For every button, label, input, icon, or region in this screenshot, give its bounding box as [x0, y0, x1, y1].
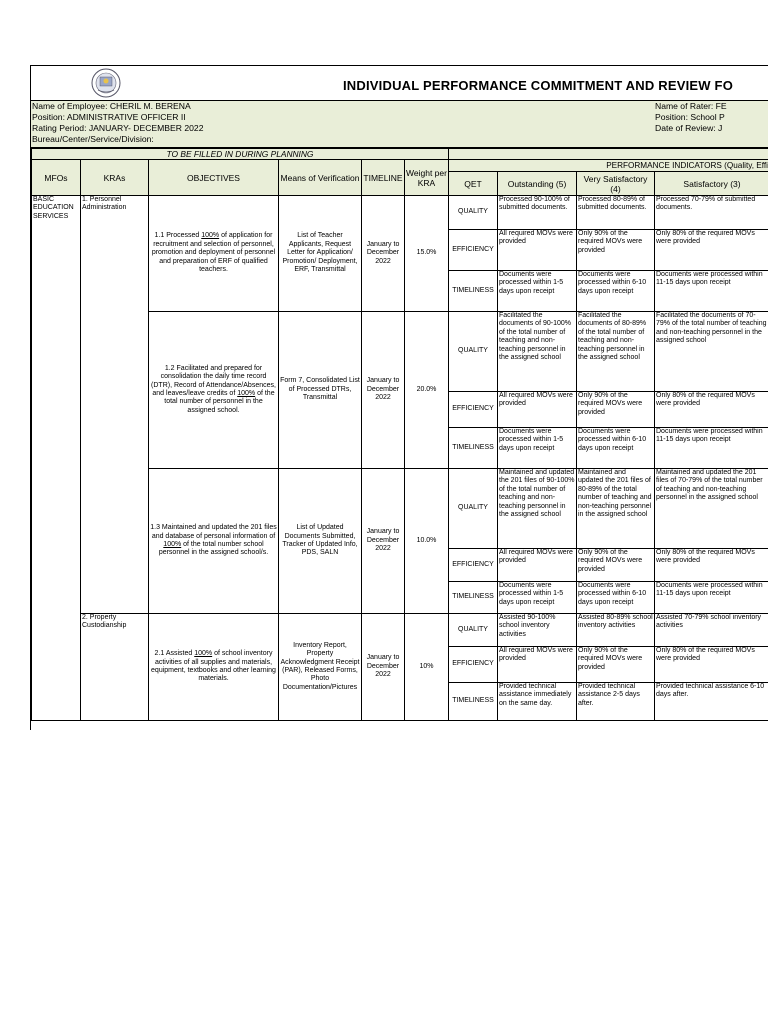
- indicator-satisfactory: Only 80% of the required MOVs were provided: [655, 392, 768, 428]
- indicator-very-satisfactory: Assisted 80-89% school inventory activities: [577, 614, 655, 647]
- indicator-very-satisfactory: Facilitated the documents of 80-89% of the total number of teaching and non-teaching personnel in the assigned school: [577, 312, 655, 392]
- mov-cell: Inventory Report, Property Acknowledgment Receipt (PAR), Released Forms, Photo Documentation/Pictures: [279, 614, 362, 721]
- indicator-outstanding: Assisted 90-100% school inventory activities: [498, 614, 577, 647]
- qet-timeliness: TIMELINESS: [449, 428, 498, 469]
- indicator-outstanding: Maintained and updated the 201 files of 90-100% of the total number of teaching and non-teaching personnel in the assigned school: [498, 469, 577, 549]
- weight-cell: 10.0%: [405, 469, 449, 614]
- header-satisfactory: Satisfactory (3): [655, 172, 768, 196]
- indicator-satisfactory: Documents were processed within 11-15 days upon receipt: [655, 582, 768, 614]
- rating-period: Rating Period: JANUARY- DECEMBER 2022: [32, 123, 204, 133]
- objective-target: 100%: [237, 390, 256, 397]
- qet-timeliness: TIMELINESS: [449, 683, 498, 721]
- header-weight: Weight per KRA: [405, 160, 449, 196]
- planning-label: TO BE FILLED IN DURING PLANNING: [32, 149, 449, 160]
- indicator-satisfactory: Processed 70-79% of submitted documents.: [655, 196, 768, 230]
- kra-cell: 1. Personnel Administration: [81, 196, 149, 614]
- indicator-outstanding: Documents were processed within 1-5 days upon receipt: [498, 271, 577, 312]
- form-header: [31, 66, 768, 101]
- objective-cell: [149, 469, 279, 614]
- timeline-cell: January to December 2022: [362, 196, 405, 312]
- qet-quality: QUALITY: [449, 196, 498, 230]
- qet-timeliness: TIMELINESS: [449, 271, 498, 312]
- objective-cell: [149, 614, 279, 721]
- review-date: Date of Review: J: [655, 123, 723, 133]
- employee-name: Name of Employee: CHERIL M. BERENA: [32, 101, 191, 111]
- table-row: [32, 196, 768, 230]
- objective-text: of application for recruitment and selection of personnel, promotion and deployment of personnel and preparation of ERF of qualified teachers.: [151, 232, 276, 274]
- indicator-satisfactory: Only 80% of the required MOVs were provided: [655, 230, 768, 271]
- objective-target: 100%: [194, 650, 213, 658]
- indicator-satisfactory: Only 80% of the required MOVs were provided: [655, 647, 768, 683]
- qet-quality: QUALITY: [449, 614, 498, 647]
- objective-text: 1.3 Maintained and updated the 201 files and database of personal information of: [150, 524, 277, 540]
- indicator-very-satisfactory: Maintained and updated the 201 files of 80-89% of the total number of teaching and non-teaching personnel in the assigned school: [577, 469, 655, 549]
- objective-text: 2.1 Assisted: [154, 650, 195, 658]
- header-outstanding: Outstanding (5): [498, 172, 577, 196]
- qet-timeliness: TIMELINESS: [449, 582, 498, 614]
- table-row: [32, 614, 768, 647]
- indicator-very-satisfactory: Only 90% of the required MOVs were provided: [577, 230, 655, 271]
- header-very-satisfactory: Very Satisfactory (4): [577, 172, 655, 196]
- mov-cell: Form 7, Consolidated List of Processed DTRs, Transmittal: [279, 312, 362, 469]
- objective-target: 100%: [163, 541, 182, 548]
- header-qet: QET: [449, 172, 498, 196]
- qet-quality: QUALITY: [449, 312, 498, 392]
- qet-efficiency: EFFICIENCY: [449, 549, 498, 582]
- timeline-cell: January to December 2022: [362, 614, 405, 721]
- indicator-outstanding: All required MOVs were provided: [498, 392, 577, 428]
- performance-table: [31, 148, 768, 721]
- indicator-outstanding: Processed 90-100% of submitted documents.: [498, 196, 577, 230]
- indicator-outstanding: All required MOVs were provided: [498, 647, 577, 683]
- objective-cell: [149, 312, 279, 469]
- bureau: Bureau/Center/Service/Division:: [32, 134, 154, 144]
- indicator-very-satisfactory: Only 90% of the required MOVs were provided: [577, 549, 655, 582]
- timeline-cell: January to December 2022: [362, 312, 405, 469]
- indicator-satisfactory: Documents were processed within 11-15 days upon receipt: [655, 428, 768, 469]
- header-mfos: MFOs: [32, 160, 81, 196]
- indicator-outstanding: Documents were processed within 1-5 days upon receipt: [498, 582, 577, 614]
- header-mov: Means of Verification: [279, 160, 362, 196]
- ipcrf-sheet: [30, 65, 768, 730]
- header-timeline: TIMELINE: [362, 160, 405, 196]
- indicator-satisfactory: Facilitated the documents of 70-79% of the total number of teaching and non-teaching personnel in the assigned school: [655, 312, 768, 392]
- indicator-very-satisfactory: Only 90% of the required MOVs were provided: [577, 647, 655, 683]
- header-objectives: OBJECTIVES: [149, 160, 279, 196]
- mfo-cell: BASIC EDUCATION SERVICES: [32, 196, 81, 721]
- indicator-very-satisfactory: Provided technical assistance 2-5 days after.: [577, 683, 655, 721]
- indicator-satisfactory: Maintained and updated the 201 files of 70-79% of the total number of teaching and non-teaching personnel in the assigned school: [655, 469, 768, 549]
- indicator-very-satisfactory: Processed 80-89% of submitted documents.: [577, 196, 655, 230]
- indicator-very-satisfactory: Documents were processed within 6-10 days upon receipt: [577, 428, 655, 469]
- kra-cell: 2. Property Custodianship: [81, 614, 149, 721]
- weight-cell: 10%: [405, 614, 449, 721]
- qet-efficiency: EFFICIENCY: [449, 647, 498, 683]
- indicator-outstanding: Facilitated the documents of 90-100% of the total number of teaching and non-teaching personnel in the assigned school: [498, 312, 577, 392]
- objective-text: of the total number school personnel in the assigned school/s.: [158, 541, 269, 557]
- objective-text: 1.2 Facilitated and prepared for consolidation the daily time record (DTR), Record of Attendance/Absences, and leaves/leave credits of: [151, 364, 276, 397]
- mov-cell: List of Updated Documents Submitted, Tracker of Updated Info, PDS, SALN: [279, 469, 362, 614]
- employee-position: Position: ADMINISTRATIVE OFFICER II: [32, 112, 186, 122]
- qet-efficiency: EFFICIENCY: [449, 392, 498, 428]
- indicator-very-satisfactory: Documents were processed within 6-10 days upon receipt: [577, 582, 655, 614]
- rater-name: Name of Rater: FE: [655, 101, 727, 111]
- objective-text: of school inventory activities of all supplies and materials, equipment, textbooks and other learning materials.: [151, 650, 276, 683]
- planning-label-spacer: [449, 149, 768, 160]
- timeline-cell: January to December 2022: [362, 469, 405, 614]
- form-title: INDIVIDUAL PERFORMANCE COMMITMENT AND REVIEW FO: [343, 78, 734, 93]
- header-kras: KRAs: [81, 160, 149, 196]
- weight-cell: 20.0%: [405, 312, 449, 469]
- indicator-outstanding: Provided technical assistance immediately on the same day.: [498, 683, 577, 721]
- objective-text: of the total number of personnel in the assigned school.: [164, 390, 275, 414]
- mov-cell: List of Teacher Applicants, Request Letter for Application/ Promotion/ Deployment, ERF, Transmittal: [279, 196, 362, 312]
- indicator-very-satisfactory: Only 90% of the required MOVs were provided: [577, 392, 655, 428]
- indicator-outstanding: Documents were processed within 1-5 days upon receipt: [498, 428, 577, 469]
- employee-info: [31, 101, 768, 148]
- indicator-satisfactory: Assisted 70-79% school inventory activities: [655, 614, 768, 647]
- qet-efficiency: EFFICIENCY: [449, 230, 498, 271]
- indicator-very-satisfactory: Documents were processed within 6-10 days upon receipt: [577, 271, 655, 312]
- indicator-satisfactory: Provided technical assistance 6-10 days after.: [655, 683, 768, 721]
- objective-cell: [149, 196, 279, 312]
- objective-target: 100%: [201, 232, 220, 240]
- header-performance-indicators: PERFORMANCE INDICATORS (Quality, Effi: [449, 160, 768, 172]
- indicator-satisfactory: Documents were processed within 11-15 days upon receipt: [655, 271, 768, 312]
- rater-position: Position: School P: [655, 112, 725, 122]
- weight-cell: 15.0%: [405, 196, 449, 312]
- deped-seal-icon: [89, 68, 123, 98]
- indicator-outstanding: All required MOVs were provided: [498, 230, 577, 271]
- indicator-satisfactory: Only 80% of the required MOVs were provided: [655, 549, 768, 582]
- indicator-outstanding: All required MOVs were provided: [498, 549, 577, 582]
- qet-quality: QUALITY: [449, 469, 498, 549]
- objective-text: 1.1 Processed: [154, 232, 202, 240]
